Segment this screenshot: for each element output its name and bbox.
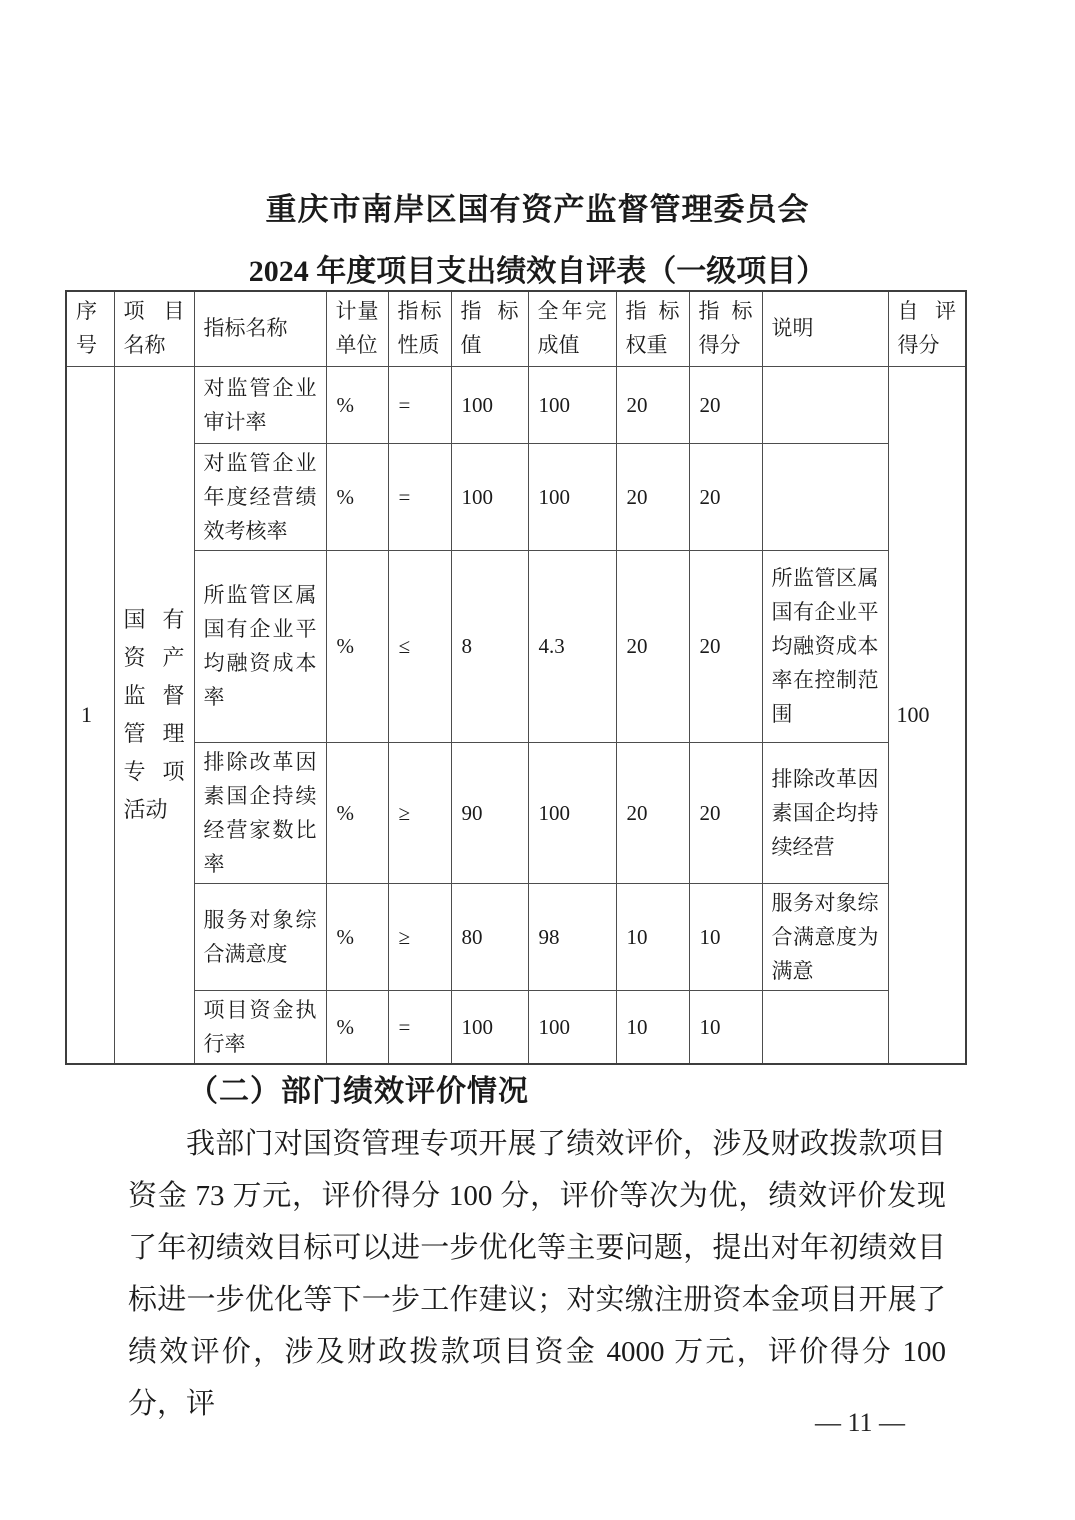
header-target: 指标值 bbox=[451, 291, 528, 366]
target-cell: 100 bbox=[451, 443, 528, 550]
unit-cell: % bbox=[326, 550, 388, 742]
nature-cell: ≥ bbox=[388, 742, 451, 883]
weight-cell: 10 bbox=[616, 990, 689, 1064]
header-note: 说明 bbox=[762, 291, 888, 366]
page-subtitle: 2024 年度项目支出绩效自评表（一级项目） bbox=[248, 255, 827, 288]
unit-cell: % bbox=[326, 742, 388, 883]
actual-cell: 100 bbox=[528, 366, 616, 443]
table-row bbox=[66, 742, 966, 883]
header-nature: 指标性质 bbox=[388, 291, 451, 366]
header-weight: 指标权重 bbox=[616, 291, 689, 366]
table-row bbox=[66, 990, 966, 1064]
header-indicator: 指标名称 bbox=[194, 291, 326, 366]
weight-cell: 20 bbox=[616, 443, 689, 550]
nature-cell: = bbox=[388, 366, 451, 443]
nature-cell: = bbox=[388, 443, 451, 550]
header-score: 指标得分 bbox=[689, 291, 762, 366]
indicator-cell: 项目资金执行率 bbox=[194, 990, 326, 1064]
header-serial: 序号 bbox=[66, 291, 114, 366]
score-cell: 20 bbox=[689, 366, 762, 443]
note-cell bbox=[762, 990, 888, 1064]
header-actual: 全年完成值 bbox=[528, 291, 616, 366]
target-cell: 90 bbox=[451, 742, 528, 883]
weight-cell: 10 bbox=[616, 883, 689, 990]
actual-cell: 100 bbox=[528, 990, 616, 1064]
target-cell: 8 bbox=[451, 550, 528, 742]
score-cell: 20 bbox=[689, 550, 762, 742]
score-cell: 20 bbox=[689, 742, 762, 883]
page-title: 重庆市南岸区国有资产监督管理委员会 bbox=[265, 192, 810, 227]
indicator-cell: 服务对象综合满意度 bbox=[194, 883, 326, 990]
weight-cell: 20 bbox=[616, 366, 689, 443]
table-row bbox=[66, 443, 966, 550]
target-cell: 100 bbox=[451, 366, 528, 443]
page-number: — 11 — bbox=[814, 1408, 905, 1437]
table-row bbox=[66, 550, 966, 742]
note-cell bbox=[762, 443, 888, 550]
unit-cell: % bbox=[326, 443, 388, 550]
note-cell: 服务对象综合满意度为满意 bbox=[762, 883, 888, 990]
table-header-row bbox=[66, 291, 966, 366]
unit-cell: % bbox=[326, 883, 388, 990]
note-cell: 排除改革因素国企均持续经营 bbox=[762, 742, 888, 883]
indicator-cell: 排除改革因素国企持续经营家数比率 bbox=[194, 742, 326, 883]
body-paragraph: 我部门对国资管理专项开展了绩效评价，涉及财政拨款项目资金 73 万元，评价得分 100 分，评价等次为优，绩效评价发现了年初绩效目标可以进一步优化等主要问题，提出对年初绩效目标进一步优化等下一步工作建议；对实缴注册资本金项目开展了绩效评价，涉及财政拨款项目资金 4000 万元，评价得分 100 分，评 bbox=[128, 1128, 946, 1420]
nature-cell: ≤ bbox=[388, 550, 451, 742]
score-cell: 10 bbox=[689, 990, 762, 1064]
nature-cell: = bbox=[388, 990, 451, 1064]
score-cell: 10 bbox=[689, 883, 762, 990]
self-score-cell: 100 bbox=[888, 366, 966, 1064]
self-evaluation-table bbox=[65, 290, 967, 1065]
unit-cell: % bbox=[326, 990, 388, 1064]
header-project: 项目名称 bbox=[114, 291, 194, 366]
actual-cell: 4.3 bbox=[528, 550, 616, 742]
note-cell bbox=[762, 366, 888, 443]
actual-cell: 100 bbox=[528, 443, 616, 550]
weight-cell: 20 bbox=[616, 550, 689, 742]
header-unit: 计量单位 bbox=[326, 291, 388, 366]
table-row bbox=[66, 883, 966, 990]
indicator-cell: 对监管企业年度经营绩效考核率 bbox=[194, 443, 326, 550]
actual-cell: 100 bbox=[528, 742, 616, 883]
unit-cell: % bbox=[326, 366, 388, 443]
indicator-cell: 所监管区属国有企业平均融资成本率 bbox=[194, 550, 326, 742]
nature-cell: ≥ bbox=[388, 883, 451, 990]
target-cell: 80 bbox=[451, 883, 528, 990]
header-self-score: 自评得分 bbox=[888, 291, 966, 366]
table-row bbox=[66, 366, 966, 443]
indicator-cell: 对监管企业审计率 bbox=[194, 366, 326, 443]
weight-cell: 20 bbox=[616, 742, 689, 883]
project-name-cell: 国有资产监督管理专项活动 bbox=[114, 366, 194, 1064]
note-cell: 所监管区属国有企业平均融资成本率在控制范围 bbox=[762, 550, 888, 742]
section-heading: （二）部门绩效评价情况 bbox=[188, 1075, 529, 1108]
serial-cell: 1 bbox=[66, 366, 114, 1064]
actual-cell: 98 bbox=[528, 883, 616, 990]
target-cell: 100 bbox=[451, 990, 528, 1064]
score-cell: 20 bbox=[689, 443, 762, 550]
